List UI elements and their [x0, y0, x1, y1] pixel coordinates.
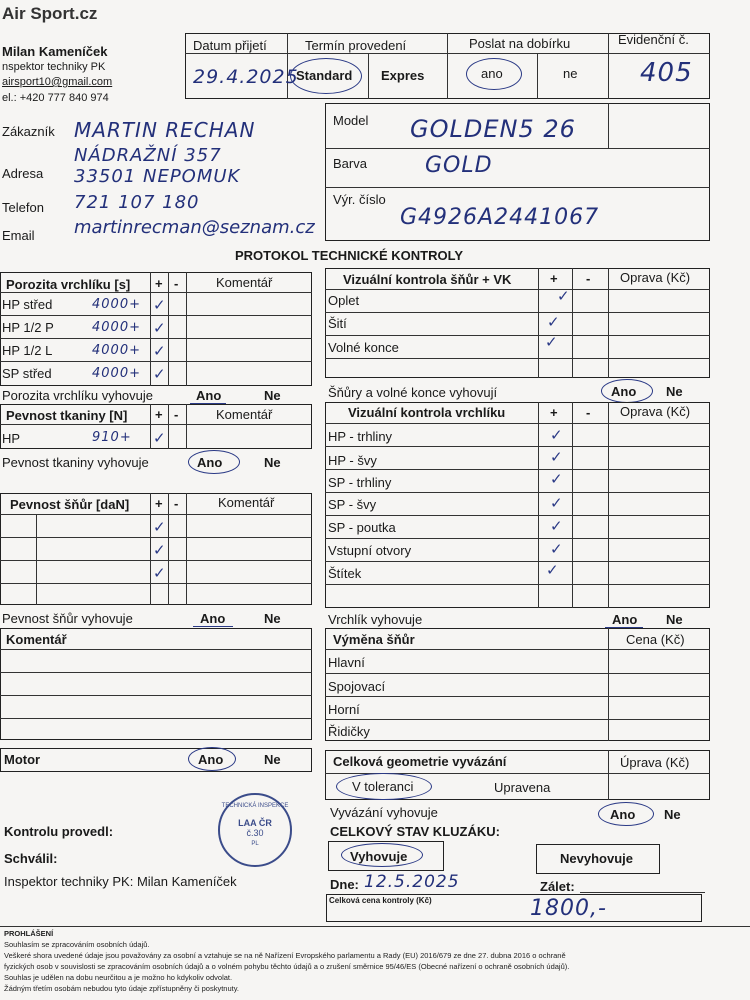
- check-mark: ✓: [550, 427, 563, 444]
- received-date: 29.4.2025: [193, 66, 299, 88]
- stamp-num: č.30: [246, 828, 264, 838]
- porosity-ano: Ano: [196, 388, 222, 403]
- declaration-line: Souhlasím se zpracováním osobních údajů.: [4, 940, 150, 949]
- tear-ne: Ne: [264, 455, 281, 470]
- inspector-title: nspektor techniky PK: [2, 61, 106, 73]
- motor-ne: Ne: [264, 752, 281, 767]
- tear-row-value: 910+: [92, 430, 132, 445]
- label-model: Model: [333, 113, 369, 128]
- inspector-email: airsport10@gmail.com: [2, 76, 113, 88]
- vl-minus: -: [586, 271, 591, 286]
- vc-ano: Ano: [612, 612, 638, 627]
- porosity-plus: +: [155, 276, 163, 291]
- trim-header: Celková geometrie vyvázání: [333, 754, 507, 769]
- col-deadline: Termín provedení: [305, 38, 407, 53]
- vl-row-label: Šití: [328, 316, 347, 331]
- porosity-comment: Komentář: [216, 275, 273, 290]
- lines-comment: Komentář: [218, 495, 275, 510]
- declaration-line: fyzických osob v souvislosti se zpracováním osobních údajů a o volném pohybu těchto údajů a o zrušení směrnice 95/46/ES (Obecné nařízení o ochraně osobních údajů).: [4, 962, 570, 971]
- date-value: 12.5.2025: [364, 872, 460, 892]
- inspector-name: Milan Kameníček: [2, 44, 108, 59]
- trim-ano: Ano: [610, 807, 636, 822]
- tear-verdict: Pevnost tkaniny vyhovuje: [2, 455, 149, 470]
- model-value: GOLDEN5 26: [410, 115, 576, 143]
- lr-row-label: Řidičky: [328, 724, 370, 739]
- porosity-row-label: HP 1/2 P: [2, 320, 54, 335]
- line-replacement-header: Výměna šňůr: [333, 632, 415, 647]
- evidence-number: 405: [640, 58, 693, 88]
- trim-in-tolerance: V toleranci: [352, 779, 414, 794]
- color-value: GOLD: [425, 153, 493, 178]
- label-color: Barva: [333, 156, 367, 171]
- label-serial: Výr. číslo: [333, 192, 386, 207]
- vc-row-label: Vstupní otvory: [328, 543, 412, 558]
- porosity-row-label: SP střed: [2, 366, 52, 381]
- inspector-phone: el.: +420 777 840 974: [2, 92, 109, 104]
- ship-label: Zálet:: [540, 879, 575, 894]
- lines-ne: Ne: [264, 611, 281, 626]
- lines-plus: +: [155, 496, 163, 511]
- label-customer: Zákazník: [2, 124, 55, 139]
- protocol-title: PROTOKOL TECHNICKÉ KONTROLY: [235, 248, 464, 263]
- vc-row-label: Štítek: [328, 566, 362, 581]
- declaration-line: Veškeré shora uvedené údaje jsou považovány za osobní a vztahuje se na ně Nařízení Evropského parlamentu a Rady (EU) 2016/679 ze dne 27. dubna 2016 o ochraně: [4, 951, 566, 960]
- customer-address1: NÁDRAŽNÍ 357: [74, 145, 222, 166]
- vc-minus: -: [586, 405, 591, 420]
- check-mark: ✓: [550, 471, 563, 488]
- vc-row-label: SP - poutka: [328, 520, 396, 535]
- label-email: Email: [2, 228, 35, 243]
- total-label: Celková cena kontroly (Kč): [329, 896, 432, 905]
- motor-ano: Ano: [198, 752, 224, 767]
- declaration-line: Žádným třetím osobám nebudou tyto údaje zpřístupněny či poskytnuty.: [4, 984, 239, 993]
- approved-by: Schválil:: [4, 851, 58, 866]
- vl-ano: Ano: [611, 384, 637, 399]
- check-mark: ✓: [547, 314, 560, 331]
- check-mark: ✓: [153, 565, 166, 582]
- check-mark: ✓: [550, 495, 563, 512]
- serial-value: G4926A2441067: [400, 205, 600, 230]
- vc-verdict: Vrchlík vyhovuje: [328, 612, 423, 627]
- standard-option: Standard: [296, 68, 353, 83]
- overall-label: CELKOVÝ STAV KLUZÁKU:: [330, 824, 500, 839]
- stamp-mid: LAA ČR: [238, 818, 272, 828]
- check-mark: ✓: [153, 297, 166, 314]
- porosity-verdict: Porozita vrchlíku vyhovuje: [2, 388, 154, 403]
- total-value: 1800,-: [530, 896, 607, 921]
- porosity-row-value: 4000+: [92, 297, 141, 312]
- check-mark: ✓: [153, 343, 166, 360]
- overall-pass: Vyhovuje: [350, 849, 408, 864]
- vl-verdict: Šňůry a volné konce vyhovují: [328, 385, 498, 400]
- stamp-bottom: PL: [251, 841, 259, 847]
- col-cod: Poslat na dobírku: [469, 36, 571, 51]
- lr-row-label: Hlavní: [328, 655, 365, 670]
- vl-row-label: Volné konce: [328, 340, 399, 355]
- declaration-title: PROHLÁŠENÍ: [4, 929, 54, 938]
- tear-plus: +: [155, 407, 163, 422]
- performed-by: Kontrolu provedl:: [4, 824, 114, 839]
- vl-plus: +: [550, 271, 558, 286]
- trim-adjusted: Upravena: [494, 780, 551, 795]
- declaration-line: Souhlas je udělen na dobu neurčitou a je možno ho kdykoliv odvolat.: [4, 973, 233, 982]
- customer-phone: 721 107 180: [74, 192, 200, 213]
- trim-verdict: Vyvázání vyhovuje: [330, 805, 438, 820]
- check-mark: ✓: [153, 542, 166, 559]
- vc-row-label: HP - trhliny: [328, 429, 393, 444]
- airsport-logo: [2, 4, 97, 24]
- vl-repair: Oprava (Kč): [620, 270, 691, 285]
- porosity-ne: Ne: [264, 388, 281, 403]
- motor-label: Motor: [4, 752, 41, 767]
- porosity-row-value: 4000+: [92, 366, 141, 381]
- check-mark: ✓: [550, 518, 563, 535]
- trim-ne: Ne: [664, 807, 681, 822]
- vc-repair: Oprava (Kč): [620, 404, 691, 419]
- date-label: Dne:: [330, 877, 359, 892]
- check-mark: ✓: [153, 519, 166, 536]
- tear-comment: Komentář: [216, 407, 273, 422]
- lines-verdict: Pevnost šňůr vyhovuje: [2, 611, 133, 626]
- inspection-stamp: [218, 793, 292, 867]
- tear-header: Pevnost tkaniny [N]: [6, 408, 128, 423]
- cod-yes: ano: [481, 66, 503, 81]
- vc-row-label: SP - trhliny: [328, 475, 392, 490]
- porosity-row-value: 4000+: [92, 343, 141, 358]
- check-mark: ✓: [546, 562, 559, 579]
- lr-row-label: Spojovací: [328, 679, 386, 694]
- lr-row-label: Horní: [328, 702, 360, 717]
- porosity-minus: -: [174, 276, 179, 291]
- comment-header: Komentář: [6, 632, 67, 647]
- col-received: Datum přijetí: [193, 38, 267, 53]
- porosity-header: Porozita vrchlíku [s]: [6, 277, 131, 292]
- customer-address2: 33501 NEPOMUK: [74, 166, 241, 187]
- customer-name: MARTIN RECHAN: [74, 118, 256, 142]
- tear-row-label: HP: [2, 431, 21, 446]
- overall-fail: Nevyhovuje: [560, 851, 633, 866]
- vl-row-label: Oplet: [328, 293, 360, 308]
- visual-canopy-header: Vizuální kontrola vrchlíku: [348, 405, 506, 420]
- check-mark: ✓: [550, 449, 563, 466]
- vc-row-label: SP - švy: [328, 497, 377, 512]
- check-mark: ✓: [153, 430, 166, 447]
- check-mark: ✓: [545, 334, 558, 351]
- tear-ano: Ano: [197, 455, 223, 470]
- check-mark: ✓: [153, 320, 166, 337]
- vc-ne: Ne: [666, 612, 683, 627]
- stamp-top: TECHNICKÁ INSPEKCE: [221, 803, 289, 809]
- check-mark: ✓: [153, 366, 166, 383]
- lines-strength-header: Pevnost šňůr [daN]: [10, 497, 130, 512]
- tear-minus: -: [174, 407, 179, 422]
- lines-minus: -: [174, 496, 179, 511]
- cod-no: ne: [563, 66, 578, 81]
- vc-plus: +: [550, 405, 558, 420]
- vl-ne: Ne: [666, 384, 683, 399]
- porosity-row-label: HP 1/2 L: [2, 343, 53, 358]
- label-address: Adresa: [2, 166, 44, 181]
- col-evidence: Evidenční č.: [618, 32, 689, 47]
- vc-row-label: HP - švy: [328, 453, 377, 468]
- customer-email: martinrecman@seznam.cz: [74, 217, 315, 238]
- lines-ano: Ano: [200, 611, 226, 626]
- check-mark: ✓: [557, 288, 570, 305]
- expres-option: Expres: [381, 68, 425, 83]
- inspector-line: Inspektor techniky PK: Milan Kameníček: [4, 874, 237, 889]
- check-mark: ✓: [550, 541, 563, 558]
- porosity-row-value: 4000+: [92, 320, 141, 335]
- porosity-row-label: HP střed: [2, 297, 53, 312]
- line-replacement-price: Cena (Kč): [626, 632, 685, 647]
- label-phone: Telefon: [2, 200, 44, 215]
- trim-repair: Úprava (Kč): [620, 755, 690, 770]
- visual-lines-header: Vizuální kontrola šňůr + VK: [343, 272, 512, 287]
- logo-text: Air Sport.cz: [2, 4, 98, 23]
